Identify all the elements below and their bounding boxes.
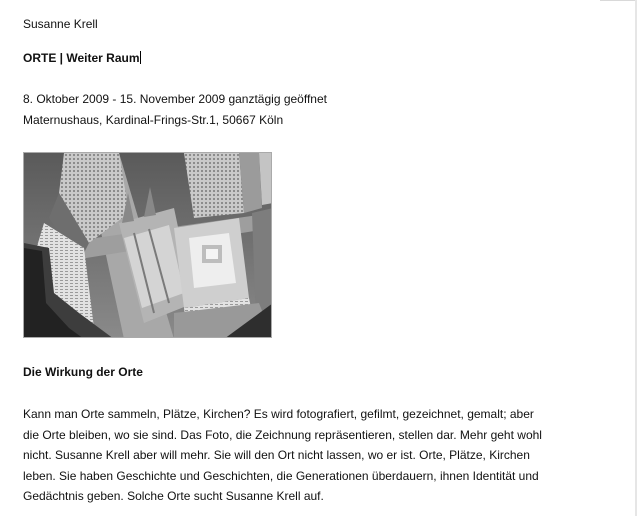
paragraph-line: nicht. Susanne Krell aber will mehr. Sie will den Ort nicht lassen, wo er ist. Orte, Plätze, Kirchen	[23, 448, 530, 462]
aerial-city-photo	[23, 152, 272, 338]
exhibition-address: Maternushaus, Kardinal-Frings-Str.1, 50667 Köln	[23, 113, 284, 127]
paragraph-line: die Orte bleiben, wo sie sind. Das Foto, die Zeichnung repräsentieren, stellen dar. Mehr geht wohl	[23, 427, 542, 442]
aerial-city-photo-drawing	[24, 153, 272, 338]
author-name: Susanne Krell	[23, 17, 98, 31]
body-paragraph	[23, 404, 563, 507]
text-cursor	[140, 51, 141, 64]
paragraph-line: Kann man Orte sammeln, Plätze, Kirchen? Es wird fotografiert, gefilmt, gezeichnet, gemalt; aber	[23, 407, 534, 421]
exhibition-dates: 8. Oktober 2009 - 15. November 2009 ganztägig geöffnet	[23, 92, 327, 106]
document-title-text: ORTE | Weiter Raum	[23, 51, 140, 65]
section-heading: Die Wirkung der Orte	[23, 365, 143, 379]
paragraph-line: Gedächtnis geben. Solche Orte sucht Susanne Krell auf.	[23, 489, 324, 503]
document-title[interactable]	[23, 50, 141, 66]
paragraph-line: leben. Sie haben Geschichte und Geschichten, die Generationen überdauern, ihnen Identität und	[23, 468, 539, 483]
page-edge-top	[600, 0, 637, 1]
